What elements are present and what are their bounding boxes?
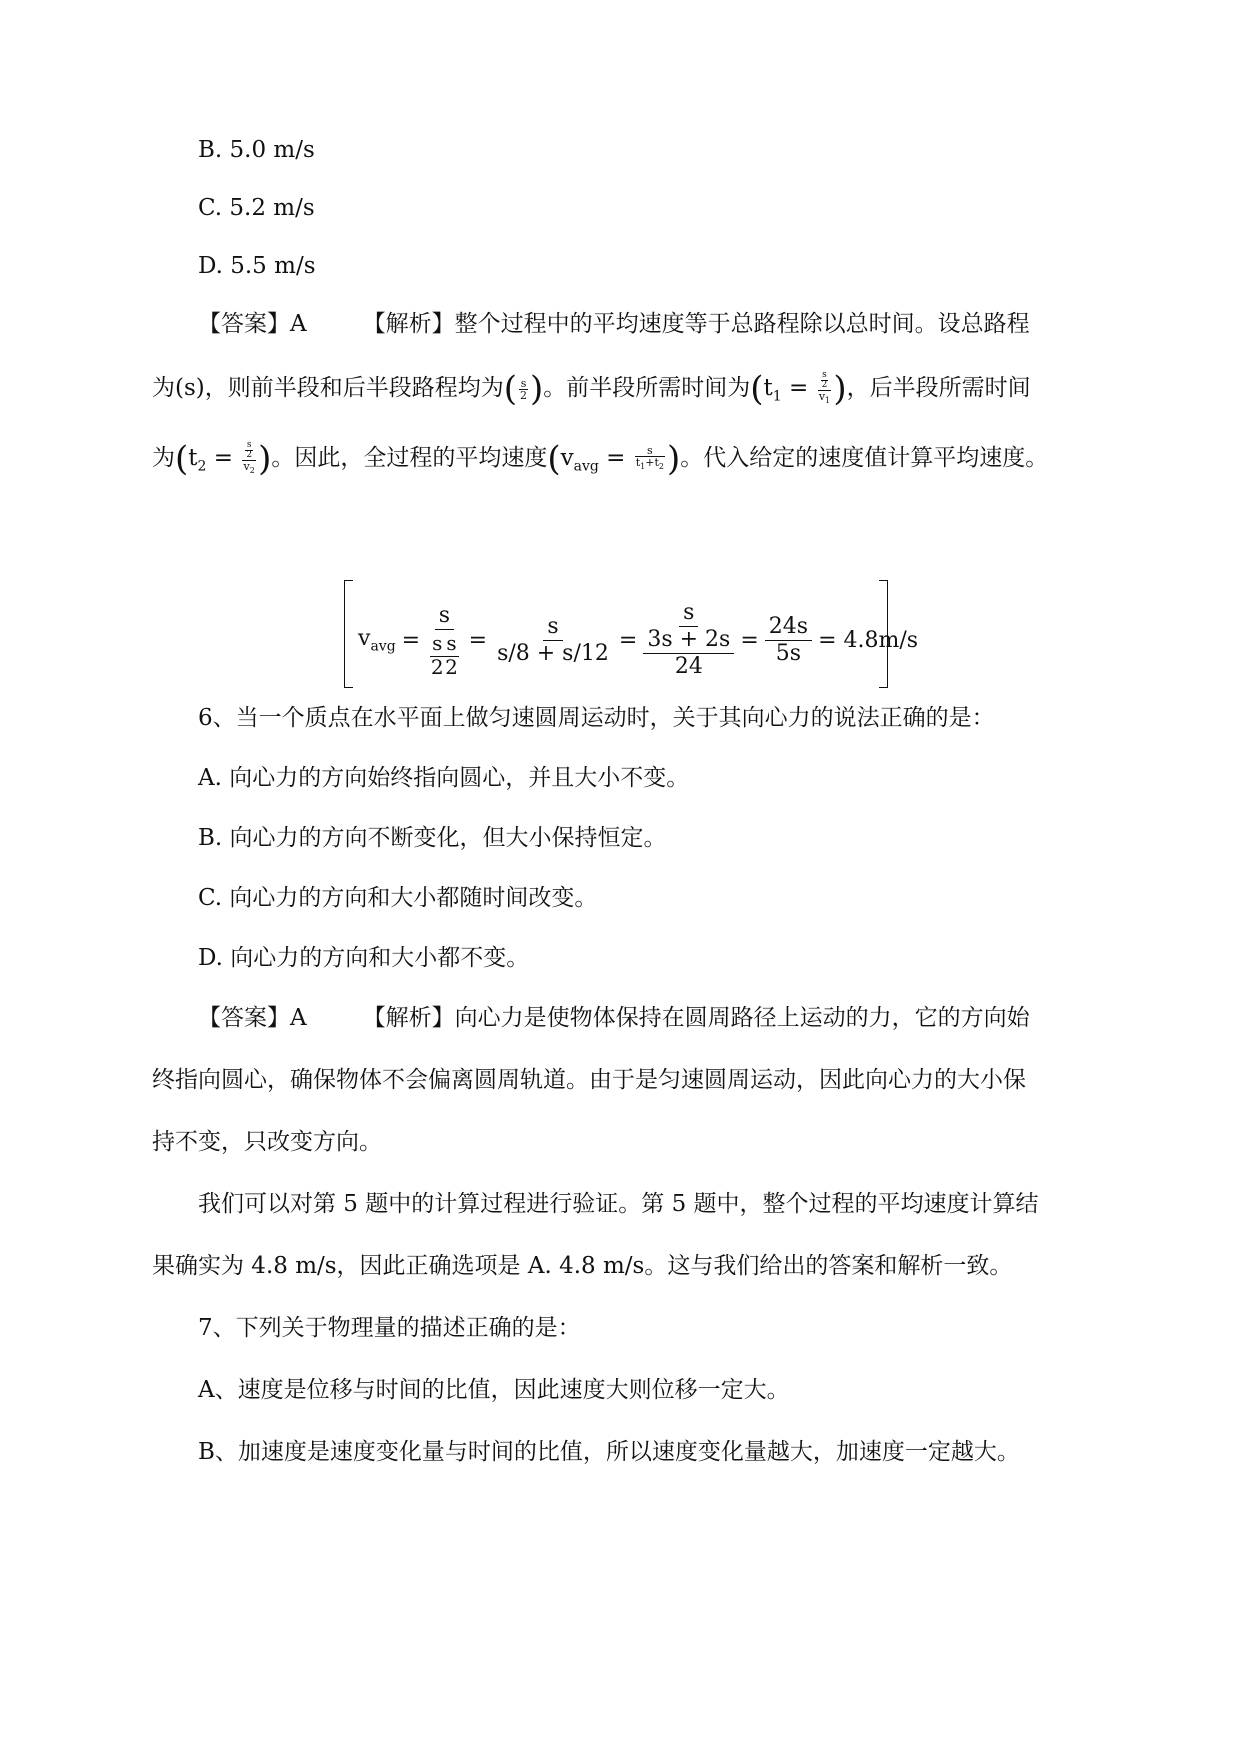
q5-line3-a: 为	[152, 445, 175, 471]
q6-analysis-line2: 终指向圆心，确保物体不会偏离圆周轨道。由于是匀速圆周运动，因此向心力的大小保	[152, 1067, 1026, 1093]
left-bracket	[344, 580, 353, 688]
q5-line3-c: 。代入给定的速度值计算平均速度。	[680, 445, 1049, 471]
q6-option-b: B. 向心力的方向不断变化，但大小保持恒定。	[198, 825, 667, 851]
verify-line2: 果确实为 4.8 m/s，因此正确选项是 A. 4.8 m/s。这与我们给出的答案和解析一致。	[152, 1253, 1013, 1279]
q6-option-c: C. 向心力的方向和大小都随时间改变。	[198, 885, 598, 911]
q5-option-d: D. 5.5 m/s	[198, 253, 316, 279]
t2-formula: ($t_2$ = $\frac{\frac{s}{2}}{v_2}$ )	[175, 439, 272, 479]
q5-analysis-text: 【解析】整个过程中的平均速度等于总路程除以总时间。设总路程	[362, 311, 1030, 337]
q6-answer-label: 【答案】A	[198, 1005, 307, 1031]
q6-analysis-text: 【解析】向心力是使物体保持在圆周路径上运动的力，它的方向始	[362, 1005, 1030, 1031]
q6-stem: 6、当一个质点在水平面上做匀速圆周运动时，关于其向心力的说法正确的是：	[198, 705, 995, 731]
half-path-formula: ( $\frac{s}{2}$ )	[503, 369, 544, 409]
q5-line2-b: 。前半段所需时间为	[543, 375, 751, 401]
q5-line3-b: 。因此，全过程的平均速度	[271, 445, 548, 471]
q6-option-a: A. 向心力的方向始终指向圆心，并且大小不变。	[198, 765, 690, 791]
q7-option-b: B、加速度是速度变化量与时间的比值，所以速度变化量越大，加速度一定越大。	[198, 1439, 1020, 1465]
average-speed-equation: $v_{avg}$ = s $\frac{s}{2}$ $\frac{s}{2}$ = $\frac{s}{s/8 + s/12}$ = s 3s + 2s 24 = $\frac{24s}{5s}$ = 4.8m/s	[344, 580, 888, 686]
q7-stem: 7、下列关于物理量的描述正确的是：	[198, 1315, 581, 1341]
q5-analysis-line2	[152, 370, 1031, 415]
q6-answer-line	[198, 1000, 1030, 1036]
q5-option-c: C. 5.2 m/s	[198, 195, 315, 221]
q5-answer-label: 【答案】A	[198, 311, 307, 337]
q5-analysis-line3	[152, 440, 1048, 485]
q5-answer-line	[198, 306, 1030, 342]
verify-line1: 我们可以对第 5 题中的计算过程进行验证。第 5 题中，整个过程的平均速度计算结	[198, 1191, 1039, 1217]
q6-analysis-line3: 持不变，只改变方向。	[152, 1129, 382, 1155]
t1-formula: ($t_1$ = $\frac{\frac{s}{2}}{v_1}$ )	[750, 369, 847, 409]
q5-line2-c: ，后半段所需时间	[846, 375, 1031, 401]
vavg-formula: ($v_{avg}$ = $\frac{s}{t_1+t_2}$ )	[547, 439, 681, 479]
q5-option-b: B. 5.0 m/s	[198, 137, 315, 163]
q7-option-a: A、速度是位移与时间的比值，因此速度大则位移一定大。	[198, 1377, 790, 1403]
equation-result: = 4.8m/s	[818, 627, 919, 653]
q5-line2-a: 为(s)，则前半段和后半段路程均为	[152, 375, 504, 401]
q6-option-d: D. 向心力的方向和大小都不变。	[198, 945, 530, 971]
